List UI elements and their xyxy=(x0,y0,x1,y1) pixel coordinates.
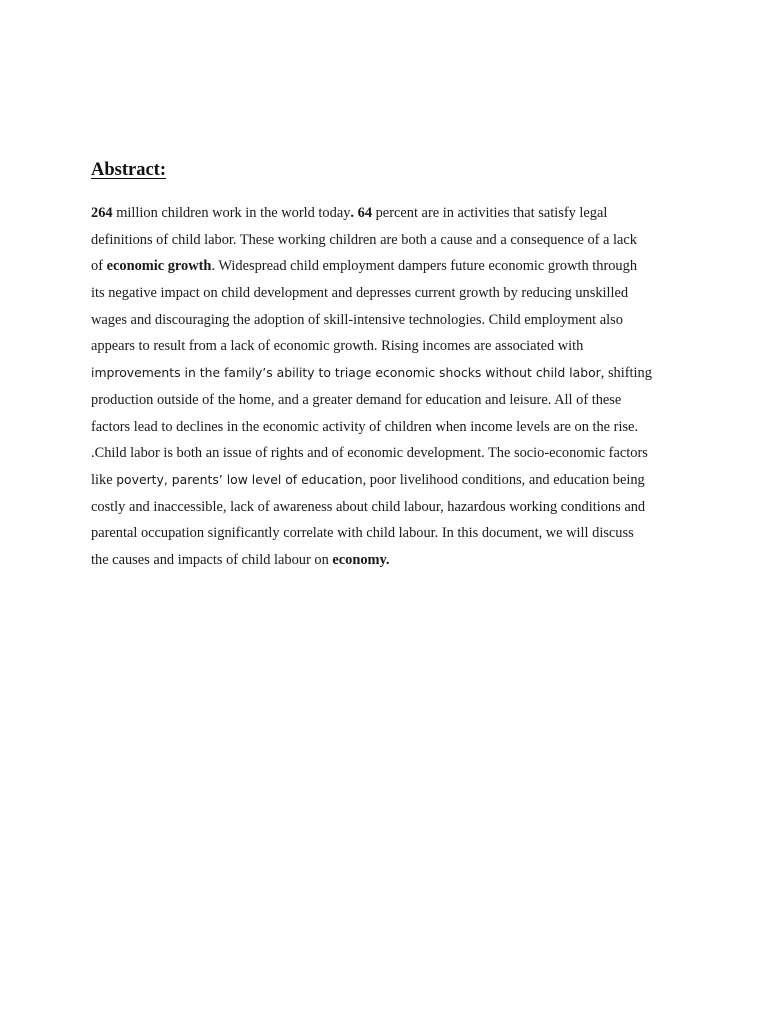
text-run: percent are in activities that satisfy legal xyxy=(372,205,608,221)
bold-text: . xyxy=(350,205,355,221)
text-line xyxy=(91,440,691,467)
text-run: million children work in the world today xyxy=(112,205,351,221)
text-run: . Widespread child employment dampers future economic growth through xyxy=(211,258,638,275)
text-run: .Child labor is both an issue of rights and of economic development. The socio-economic factors xyxy=(91,445,648,462)
text-line xyxy=(91,280,691,307)
text-run: improvements in the family’s ability to triage economic shocks without child labor xyxy=(91,365,601,381)
text-line xyxy=(91,547,691,574)
text-run: costly and inaccessible, lack of awareness about child labour, hazardous working conditions and xyxy=(91,498,646,515)
abstract-paragraph xyxy=(91,200,691,574)
bold-text: 264 xyxy=(91,205,113,221)
text-run: factors lead to declines in the economic activity of children when income levels are on the rise. xyxy=(91,418,639,435)
bold-text: 64 xyxy=(357,205,373,221)
text-line xyxy=(91,520,691,547)
text-run: , poor livelihood conditions, and education being xyxy=(362,471,645,488)
text-run: wages and discouraging the adoption of skill-intensive technologies. Child employment also xyxy=(91,311,623,328)
text-line xyxy=(91,253,691,280)
text-line xyxy=(91,333,691,360)
text-run: poverty, parents’ low level of education xyxy=(116,471,363,487)
text-run: definitions of child labor. These working children are both a cause and a consequence of a lack xyxy=(91,231,637,248)
text-run: , shifting xyxy=(600,365,652,382)
text-line xyxy=(91,467,691,494)
text-line xyxy=(91,307,691,334)
text-line xyxy=(91,414,691,441)
abstract-heading: Abstract: xyxy=(91,160,167,180)
text-line xyxy=(91,494,691,521)
bold-text: economic growth xyxy=(106,258,212,275)
text-line xyxy=(91,227,691,254)
text-line xyxy=(91,200,691,227)
bold-text: economy. xyxy=(332,551,390,568)
text-run: of xyxy=(91,258,107,275)
text-run: its negative impact on child development and depresses current growth by reducing unskilled xyxy=(91,285,629,302)
text-run: appears to result from a lack of economic growth. Rising incomes are associated with xyxy=(91,338,584,355)
text-run: production outside of the home, and a greater demand for education and leisure. All of these xyxy=(91,391,622,408)
text-run: the causes and impacts of child labour on xyxy=(91,551,333,568)
text-run: like xyxy=(91,471,117,488)
text-line xyxy=(91,360,691,387)
text-line xyxy=(91,387,691,414)
text-run: parental occupation significantly correlate with child labour. In this document, we will discuss xyxy=(91,525,634,542)
